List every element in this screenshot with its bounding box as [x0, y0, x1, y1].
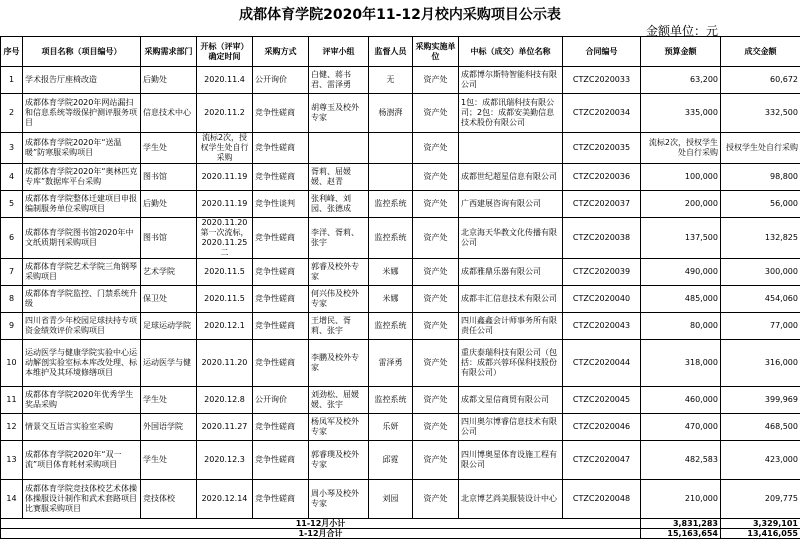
- col-header-dept: 采购需求部门: [141, 37, 197, 67]
- cell-contract: CTZC2020033: [563, 67, 641, 94]
- cell-unit: 资产处: [413, 414, 459, 441]
- cell-deal: 授权学生处自行采购: [721, 133, 800, 164]
- subtotal-row: [1, 519, 800, 529]
- cell-project-name: 成都体育学院监控、门禁系统升级: [23, 286, 141, 313]
- cell-deal: 209,775: [721, 480, 800, 519]
- table-row: [1, 133, 800, 164]
- cell-panel: 王增民、胥莉、张宇: [309, 313, 369, 340]
- cell-deal: 60,672: [721, 67, 800, 94]
- cell-budget: 460,000: [641, 387, 721, 414]
- cell-winner: 成都文星信商贸有限公司: [459, 387, 563, 414]
- cell-dept: 艺术学院: [141, 259, 197, 286]
- cell-project-name: 成都体育学院艺术学院三角钢琴采购项目: [23, 259, 141, 286]
- cell-method: 竞争性磋商: [253, 414, 309, 441]
- cell-row-no: 3: [1, 133, 23, 164]
- cell-budget: 100,000: [641, 164, 721, 191]
- cell-row-no: 4: [1, 164, 23, 191]
- col-header-winner: 中标（成交）单位名称: [459, 37, 563, 67]
- cell-deal: 77,000: [721, 313, 800, 340]
- cell-contract: CTZC2020038: [563, 218, 641, 259]
- cell-unit: 资产处: [413, 218, 459, 259]
- cell-winner: 四川鑫鑫会计师事务所有限责任公司: [459, 313, 563, 340]
- cell-panel: 何兴伟及校外专家: [309, 286, 369, 313]
- cell-dept: 运动医学与健: [141, 340, 197, 387]
- cell-dept: 后勤处: [141, 67, 197, 94]
- col-header-panel: 评审小组: [309, 37, 369, 67]
- cell-supervisor: 监控系统: [369, 191, 413, 218]
- cell-project-name: 四川省青少年校园足球扶持专项资金绩效评价采购项目: [23, 313, 141, 340]
- cell-deal: 332,500: [721, 94, 800, 133]
- cell-method: 竞争性磋商: [253, 164, 309, 191]
- cell-method: 竞争性磋商: [253, 480, 309, 519]
- table-row: [1, 67, 800, 94]
- cell-method: 公开询价: [253, 387, 309, 414]
- cell-row-no: 12: [1, 414, 23, 441]
- cell-date: 2020.11.27: [197, 414, 253, 441]
- col-header-budget: 预算金额: [641, 37, 721, 67]
- col-header-unit: 采购实施单位: [413, 37, 459, 67]
- cell-project-name: 成都体育学院整体迁建项目申报编制服务单位采购项目: [23, 191, 141, 218]
- cell-dept: 图书馆: [141, 164, 197, 191]
- cell-unit: 资产处: [413, 480, 459, 519]
- procurement-table: [0, 36, 800, 539]
- cell-date: 2020.12.14: [197, 480, 253, 519]
- cell-unit: 资产处: [413, 94, 459, 133]
- cell-project-name: 情景交互语言实验室采购: [23, 414, 141, 441]
- cell-panel: 郭睿璞及校外专家: [309, 441, 369, 480]
- cell-unit: 资产处: [413, 313, 459, 340]
- cell-budget: 210,000: [641, 480, 721, 519]
- cell-contract: CTZC2020037: [563, 191, 641, 218]
- cell-project-name: 成都体育学院竞技体校艺术体操体操服设计制作和武术套路项目比赛服采购项目: [23, 480, 141, 519]
- cell-row-no: 11: [1, 387, 23, 414]
- cell-panel: 杨凤军及校外专家: [309, 414, 369, 441]
- table-row: [1, 218, 800, 259]
- cell-supervisor: 刘园: [369, 480, 413, 519]
- cell-project-name: 成都体育学院2020年优秀学生奖品采购: [23, 387, 141, 414]
- cell-dept: 学生处: [141, 133, 197, 164]
- table-row: [1, 340, 800, 387]
- cell-method: 公开询价: [253, 67, 309, 94]
- cell-supervisor: 邱霓: [369, 441, 413, 480]
- cell-method: 竞争性磋商: [253, 340, 309, 387]
- cell-project-name: 成都体育学院2020年“奥林匹克专库”数据库平台采购: [23, 164, 141, 191]
- cell-dept: 图书馆: [141, 218, 197, 259]
- cell-unit: 资产处: [413, 133, 459, 164]
- cell-winner: 四川奥尔博睿信息技术有限公司: [459, 414, 563, 441]
- cell-deal: 56,000: [721, 191, 800, 218]
- cell-budget: 482,583: [641, 441, 721, 480]
- cell-date: 2020.11.4: [197, 67, 253, 94]
- cell-row-no: 1: [1, 67, 23, 94]
- cell-panel: 李鹏及校外专家: [309, 340, 369, 387]
- cell-dept: 后勤处: [141, 191, 197, 218]
- cell-supervisor: 米娜: [369, 286, 413, 313]
- cell-winner: 成都丰汇信息技术有限公司: [459, 286, 563, 313]
- cell-row-no: 9: [1, 313, 23, 340]
- cell-project-name: 成都体育学院2020年“送温暖”防寒服采购项目: [23, 133, 141, 164]
- cell-contract: CTZC2020048: [563, 480, 641, 519]
- grand-total-budget: 15,163,654: [641, 529, 721, 539]
- cell-unit: 资产处: [413, 340, 459, 387]
- cell-contract: CTZC2020036: [563, 164, 641, 191]
- cell-method: 竞争性磋商: [253, 286, 309, 313]
- cell-budget: 80,000: [641, 313, 721, 340]
- cell-contract: CTZC2020035: [563, 133, 641, 164]
- cell-dept: 足球运动学院: [141, 313, 197, 340]
- cell-method: 竞争性磋商: [253, 313, 309, 340]
- cell-date: 2020.12.3: [197, 441, 253, 480]
- grand-total-deal: 13,416,055: [721, 529, 800, 539]
- cell-method: 竞争性磋商: [253, 441, 309, 480]
- cell-budget: 490,000: [641, 259, 721, 286]
- cell-budget: 318,000: [641, 340, 721, 387]
- cell-budget: 200,000: [641, 191, 721, 218]
- table-row: [1, 387, 800, 414]
- cell-panel: 胥莉、屈媛媛、赵青: [309, 164, 369, 191]
- cell-contract: CTZC2020040: [563, 286, 641, 313]
- cell-budget: 335,000: [641, 94, 721, 133]
- cell-method: 竞争性磋商: [253, 218, 309, 259]
- table-row: [1, 313, 800, 340]
- cell-supervisor: 监控系统: [369, 387, 413, 414]
- cell-row-no: 7: [1, 259, 23, 286]
- cell-deal: 98,800: [721, 164, 800, 191]
- cell-panel: 周小琴及校外专家: [309, 480, 369, 519]
- cell-project-name: 成都体育学院2020年网站漏扫和信息系统等级保护测评服务项目: [23, 94, 141, 133]
- cell-supervisor: 监控系统: [369, 313, 413, 340]
- cell-budget: 63,200: [641, 67, 721, 94]
- table-row: [1, 259, 800, 286]
- cell-unit: 资产处: [413, 387, 459, 414]
- cell-panel: 白健、蒋书君、雷泽勇: [309, 67, 369, 94]
- cell-row-no: 13: [1, 441, 23, 480]
- cell-method: 竞争性谈判: [253, 191, 309, 218]
- cell-row-no: 5: [1, 191, 23, 218]
- col-header-date: 开标（评审）确定时间: [197, 37, 253, 67]
- cell-date: 2020.11.19: [197, 191, 253, 218]
- cell-method: 竞争性磋商: [253, 259, 309, 286]
- cell-date: 2020.12.8: [197, 387, 253, 414]
- cell-winner: 广西建展咨询有限公司: [459, 191, 563, 218]
- cell-contract: CTZC2020046: [563, 414, 641, 441]
- col-header-contract: 合同编号: [563, 37, 641, 67]
- cell-contract: CTZC2020044: [563, 340, 641, 387]
- cell-winner: 重庆泰瑞科技有限公司（包括：成都兴蓉环保科技股份有限公司）: [459, 340, 563, 387]
- subtotal-budget: 3,831,283: [641, 519, 721, 529]
- cell-project-name: 成都体育学院2020年“双一流”项目体育耗材采购项目: [23, 441, 141, 480]
- cell-deal: 300,000: [721, 259, 800, 286]
- col-header-supervisor: 监督人员: [369, 37, 413, 67]
- cell-date: 2020.11.20第一次流标，2020.11.25二: [197, 218, 253, 259]
- cell-date: 流标2次，授权学生处自行采购: [197, 133, 253, 164]
- cell-panel: [309, 133, 369, 164]
- cell-dept: 保卫处: [141, 286, 197, 313]
- cell-contract: CTZC2020039: [563, 259, 641, 286]
- cell-budget: 470,000: [641, 414, 721, 441]
- cell-dept: 外国语学院: [141, 414, 197, 441]
- cell-supervisor: 米娜: [369, 259, 413, 286]
- cell-date: 2020.11.20: [197, 340, 253, 387]
- cell-supervisor: 无: [369, 67, 413, 94]
- page-title: 成都体育学院2020年11-12月校内采购项目公示表: [0, 6, 800, 24]
- table-row: [1, 414, 800, 441]
- cell-supervisor: [369, 164, 413, 191]
- cell-deal: 132,825: [721, 218, 800, 259]
- cell-supervisor: 监控系统: [369, 218, 413, 259]
- cell-date: 2020.11.5: [197, 286, 253, 313]
- table-row: [1, 286, 800, 313]
- cell-project-name: 成都体育学院图书馆2020年中文纸质期刊采购项目: [23, 218, 141, 259]
- cell-dept: 学生处: [141, 441, 197, 480]
- cell-winner: 成都世纪超星信息有限公司: [459, 164, 563, 191]
- cell-date: 2020.11.2: [197, 94, 253, 133]
- col-header-deal: 成交金额: [721, 37, 800, 67]
- currency-unit: 金额单位：元: [646, 22, 718, 39]
- cell-budget: 流标2次，授权学生处自行采购: [641, 133, 721, 164]
- cell-winner: 北京博艺尚美服装设计中心: [459, 480, 563, 519]
- cell-deal: 454,060: [721, 286, 800, 313]
- table-row: [1, 441, 800, 480]
- col-header-method: 采购方式: [253, 37, 309, 67]
- subtotal-deal: 3,329,101: [721, 519, 800, 529]
- col-header-no: 序号: [1, 37, 23, 67]
- grand-total-row: [1, 529, 800, 539]
- cell-unit: 资产处: [413, 259, 459, 286]
- cell-deal: 423,000: [721, 441, 800, 480]
- cell-row-no: 6: [1, 218, 23, 259]
- col-header-name: 项目名称（项目编号）: [23, 37, 141, 67]
- cell-winner: 四川博奥星体育设施工程有限公司: [459, 441, 563, 480]
- cell-date: 2020.11.19: [197, 164, 253, 191]
- cell-deal: 399,969: [721, 387, 800, 414]
- cell-unit: 资产处: [413, 191, 459, 218]
- cell-panel: 胡尊玉及校外专家: [309, 94, 369, 133]
- cell-supervisor: 杨澍湃: [369, 94, 413, 133]
- cell-contract: CTZC2020034: [563, 94, 641, 133]
- cell-supervisor: 乐妍: [369, 414, 413, 441]
- cell-method: 竞争性磋商: [253, 94, 309, 133]
- cell-dept: 竞技体校: [141, 480, 197, 519]
- grand-total-label: 1-12月合计: [1, 529, 641, 539]
- cell-supervisor: [369, 133, 413, 164]
- cell-dept: 学生处: [141, 387, 197, 414]
- cell-method: 竞争性磋商: [253, 133, 309, 164]
- cell-panel: 李洋、胥莉、张宇: [309, 218, 369, 259]
- cell-contract: CTZC2020043: [563, 313, 641, 340]
- cell-panel: 刘劲松、屈媛媛、张宇: [309, 387, 369, 414]
- cell-row-no: 14: [1, 480, 23, 519]
- cell-date: 2020.12.1: [197, 313, 253, 340]
- cell-winner: 成都博尔斯特智能科技有限公司: [459, 67, 563, 94]
- cell-unit: 资产处: [413, 286, 459, 313]
- cell-row-no: 2: [1, 94, 23, 133]
- cell-project-name: 运动医学与健康学院实验中心运动解剖实验室标本库改处理、标本维护及其环境修缮项目: [23, 340, 141, 387]
- cell-row-no: 10: [1, 340, 23, 387]
- cell-date: 2020.11.5: [197, 259, 253, 286]
- table-row: [1, 480, 800, 519]
- cell-budget: 485,000: [641, 286, 721, 313]
- subtotal-label: 11-12月小计: [1, 519, 641, 529]
- cell-unit: 资产处: [413, 164, 459, 191]
- cell-winner: 成都雅鼎乐器有限公司: [459, 259, 563, 286]
- cell-unit: 资产处: [413, 441, 459, 480]
- cell-winner: 北京海天华教文化传播有限公司: [459, 218, 563, 259]
- cell-budget: 137,500: [641, 218, 721, 259]
- table-row: [1, 94, 800, 133]
- cell-dept: 信息技术中心: [141, 94, 197, 133]
- cell-winner: [459, 133, 563, 164]
- header-row: [1, 37, 800, 67]
- cell-deal: 468,500: [721, 414, 800, 441]
- cell-supervisor: 雷泽勇: [369, 340, 413, 387]
- cell-panel: 张利峰、刘园、张德成: [309, 191, 369, 218]
- cell-row-no: 8: [1, 286, 23, 313]
- cell-contract: CTZC2020045: [563, 387, 641, 414]
- cell-deal: 316,000: [721, 340, 800, 387]
- cell-unit: 资产处: [413, 67, 459, 94]
- cell-winner: 1包：成都讯瑞科技有限公司；2包：成都安美勤信息技术股份有限公司: [459, 94, 563, 133]
- cell-project-name: 学术报告厅座椅改造: [23, 67, 141, 94]
- cell-panel: 郭睿及校外专家: [309, 259, 369, 286]
- cell-contract: CTZC2020047: [563, 441, 641, 480]
- table-row: [1, 191, 800, 218]
- table-row: [1, 164, 800, 191]
